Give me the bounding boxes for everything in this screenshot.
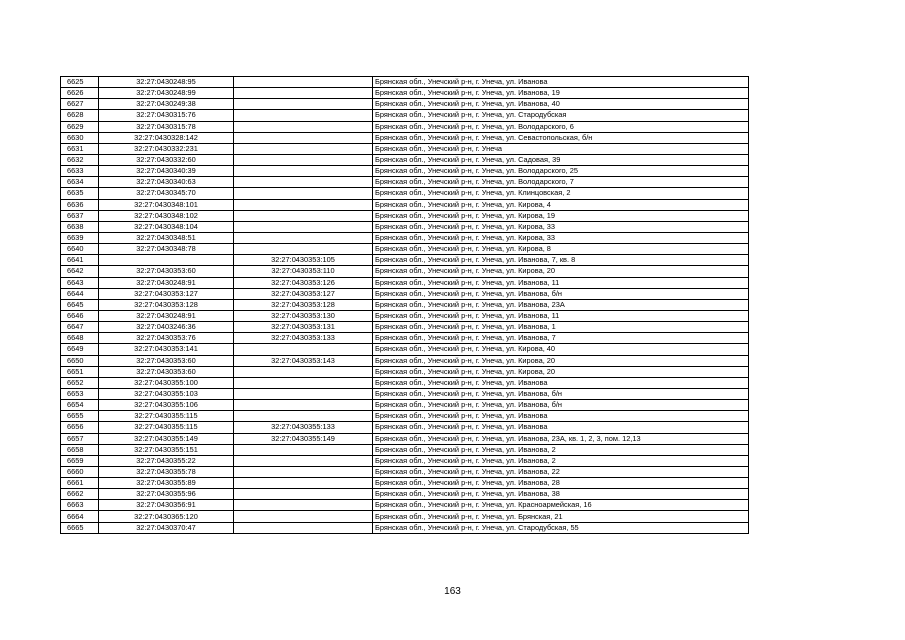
secondary-cadastral-number-cell: [234, 366, 373, 377]
row-number-cell: 6657: [61, 433, 99, 444]
table-row: [61, 143, 749, 154]
cadastral-number-cell: 32:27:0430340:63: [99, 177, 234, 188]
cadastral-number-cell: 32:27:0430340:39: [99, 166, 234, 177]
cadastral-number-cell: 32:27:0430249:38: [99, 99, 234, 110]
table-row: [61, 489, 749, 500]
address-cell: Брянская обл., Унечский р-н, г. Унеча, ул. Кирова, 4: [373, 199, 749, 210]
table-row: [61, 388, 749, 399]
row-number-cell: 6658: [61, 444, 99, 455]
table-row: [61, 232, 749, 243]
secondary-cadastral-number-cell: [234, 121, 373, 132]
page-number: 163: [444, 586, 461, 597]
address-cell: Брянская обл., Унечский р-н, г. Унеча, ул. Иванова, б/н: [373, 288, 749, 299]
table-row: [61, 177, 749, 188]
secondary-cadastral-number-cell: [234, 522, 373, 533]
secondary-cadastral-number-cell: [234, 344, 373, 355]
secondary-cadastral-number-cell: [234, 444, 373, 455]
address-cell: Брянская обл., Унечский р-н, г. Унеча, ул. Володарского, 25: [373, 166, 749, 177]
cadastral-number-cell: 32:27:0430248:91: [99, 277, 234, 288]
cadastral-number-cell: 32:27:0430353:60: [99, 355, 234, 366]
cadastral-number-cell: 32:27:0430355:78: [99, 466, 234, 477]
row-number-cell: 6640: [61, 244, 99, 255]
secondary-cadastral-number-cell: [234, 132, 373, 143]
table-row: [61, 400, 749, 411]
address-cell: Брянская обл., Унечский р-н, г. Унеча, ул. Иванова, 11: [373, 310, 749, 321]
secondary-cadastral-number-cell: [234, 166, 373, 177]
row-number-cell: 6630: [61, 132, 99, 143]
address-cell: Брянская обл., Унечский р-н, г. Унеча, ул. Иванова: [373, 77, 749, 88]
secondary-cadastral-number-cell: [234, 466, 373, 477]
address-cell: Брянская обл., Унечский р-н, г. Унеча, ул. Иванова, 38: [373, 489, 749, 500]
address-cell: Брянская обл., Унечский р-н, г. Унеча, ул. Иванова, 7, кв. 8: [373, 255, 749, 266]
secondary-cadastral-number-cell: [234, 188, 373, 199]
cadastral-number-cell: 32:27:0430332:231: [99, 143, 234, 154]
table-row: [61, 377, 749, 388]
address-cell: Брянская обл., Унечский р-н, г. Унеча, ул. Иванова, 7: [373, 333, 749, 344]
address-cell: Брянская обл., Унечский р-н, г. Унеча, ул. Иванова: [373, 377, 749, 388]
row-number-cell: 6645: [61, 299, 99, 310]
cadastral-number-cell: 32:27:0430356:91: [99, 500, 234, 511]
row-number-cell: 6636: [61, 199, 99, 210]
table-row: [61, 500, 749, 511]
cadastral-number-cell: 32:27:0430332:60: [99, 154, 234, 165]
address-cell: Брянская обл., Унечский р-н, г. Унеча, ул. Иванова, 23А: [373, 299, 749, 310]
table-row: [61, 422, 749, 433]
cadastral-number-cell: 32:27:0430348:78: [99, 244, 234, 255]
secondary-cadastral-number-cell: [234, 199, 373, 210]
row-number-cell: 6654: [61, 400, 99, 411]
row-number-cell: 6656: [61, 422, 99, 433]
secondary-cadastral-number-cell: 32:27:0430353:127: [234, 288, 373, 299]
address-cell: Брянская обл., Унечский р-н, г. Унеча, ул. Иванова, 2: [373, 444, 749, 455]
row-number-cell: 6664: [61, 511, 99, 522]
table-row: [61, 299, 749, 310]
address-cell: Брянская обл., Унечский р-н, г. Унеча, ул. Иванова, 28: [373, 478, 749, 489]
table-row: [61, 310, 749, 321]
row-number-cell: 6655: [61, 411, 99, 422]
secondary-cadastral-number-cell: 32:27:0430355:149: [234, 433, 373, 444]
row-number-cell: 6651: [61, 366, 99, 377]
row-number-cell: 6652: [61, 377, 99, 388]
secondary-cadastral-number-cell: [234, 478, 373, 489]
secondary-cadastral-number-cell: [234, 110, 373, 121]
secondary-cadastral-number-cell: [234, 400, 373, 411]
row-number-cell: 6649: [61, 344, 99, 355]
cadastral-number-cell: 32:27:0430355:103: [99, 388, 234, 399]
table-row: [61, 366, 749, 377]
table-row: [61, 110, 749, 121]
cadastral-number-cell: 32:27:0430355:151: [99, 444, 234, 455]
secondary-cadastral-number-cell: [234, 210, 373, 221]
address-cell: Брянская обл., Унечский р-н, г. Унеча, ул. Иванова, б/н: [373, 400, 749, 411]
row-number-cell: 6627: [61, 99, 99, 110]
cadastral-number-cell: [99, 255, 234, 266]
table-row: [61, 166, 749, 177]
address-cell: Брянская обл., Унечский р-н, г. Унеча, ул. Володарского, 6: [373, 121, 749, 132]
cadastral-number-cell: 32:27:0430353:127: [99, 288, 234, 299]
cadastral-number-cell: 32:27:0430353:60: [99, 366, 234, 377]
cadastral-number-cell: 32:27:0430370:47: [99, 522, 234, 533]
table-row: [61, 154, 749, 165]
secondary-cadastral-number-cell: [234, 88, 373, 99]
cadastral-number-cell: 32:27:0430355:89: [99, 478, 234, 489]
table-row: [61, 433, 749, 444]
cadastral-number-cell: 32:27:0430355:115: [99, 411, 234, 422]
address-cell: Брянская обл., Унечский р-н, г. Унеча, ул. Стародубская: [373, 110, 749, 121]
cadastral-number-cell: 32:27:0430365:120: [99, 511, 234, 522]
row-number-cell: 6633: [61, 166, 99, 177]
row-number-cell: 6635: [61, 188, 99, 199]
secondary-cadastral-number-cell: 32:27:0430353:133: [234, 333, 373, 344]
address-cell: Брянская обл., Унечский р-н, г. Унеча, ул. Красноармейская, 16: [373, 500, 749, 511]
table-row: [61, 288, 749, 299]
address-cell: Брянская обл., Унечский р-н, г. Унеча, ул. Иванова, 2: [373, 455, 749, 466]
secondary-cadastral-number-cell: [234, 455, 373, 466]
cadastral-number-cell: 32:27:0430328:142: [99, 132, 234, 143]
address-cell: Брянская обл., Унечский р-н, г. Унеча, ул. Клинцовская, 2: [373, 188, 749, 199]
registry-table-body: [61, 77, 749, 534]
registry-table: [60, 76, 749, 534]
secondary-cadastral-number-cell: 32:27:0430353:130: [234, 310, 373, 321]
secondary-cadastral-number-cell: [234, 221, 373, 232]
row-number-cell: 6659: [61, 455, 99, 466]
cadastral-number-cell: 32:27:0430315:76: [99, 110, 234, 121]
row-number-cell: 6629: [61, 121, 99, 132]
cadastral-number-cell: 32:27:0430353:128: [99, 299, 234, 310]
secondary-cadastral-number-cell: [234, 511, 373, 522]
table-row: [61, 478, 749, 489]
secondary-cadastral-number-cell: 32:27:0430353:126: [234, 277, 373, 288]
cadastral-number-cell: 32:27:0430248:91: [99, 310, 234, 321]
row-number-cell: 6644: [61, 288, 99, 299]
cadastral-number-cell: 32:27:0430348:104: [99, 221, 234, 232]
secondary-cadastral-number-cell: [234, 232, 373, 243]
secondary-cadastral-number-cell: [234, 377, 373, 388]
row-number-cell: 6646: [61, 310, 99, 321]
address-cell: Брянская обл., Унечский р-н, г. Унеча, ул. Стародубская, 55: [373, 522, 749, 533]
cadastral-number-cell: 32:27:0430353:141: [99, 344, 234, 355]
row-number-cell: 6660: [61, 466, 99, 477]
address-cell: Брянская обл., Унечский р-н, г. Унеча, ул. Иванова, 22: [373, 466, 749, 477]
cadastral-number-cell: 32:27:0430348:51: [99, 232, 234, 243]
row-number-cell: 6665: [61, 522, 99, 533]
table-row: [61, 466, 749, 477]
table-row: [61, 88, 749, 99]
address-cell: Брянская обл., Унечский р-н, г. Унеча, ул. Севастопольская, б/н: [373, 132, 749, 143]
table-row: [61, 277, 749, 288]
cadastral-number-cell: 32:27:0430348:101: [99, 199, 234, 210]
table-row: [61, 444, 749, 455]
secondary-cadastral-number-cell: [234, 388, 373, 399]
cadastral-number-cell: 32:27:0430355:106: [99, 400, 234, 411]
row-number-cell: 6638: [61, 221, 99, 232]
row-number-cell: 6631: [61, 143, 99, 154]
row-number-cell: 6634: [61, 177, 99, 188]
secondary-cadastral-number-cell: 32:27:0430353:110: [234, 266, 373, 277]
row-number-cell: 6653: [61, 388, 99, 399]
address-cell: Брянская обл., Унечский р-н, г. Унеча: [373, 143, 749, 154]
secondary-cadastral-number-cell: [234, 411, 373, 422]
row-number-cell: 6641: [61, 255, 99, 266]
cadastral-number-cell: 32:27:0430355:149: [99, 433, 234, 444]
cadastral-number-cell: 32:27:0403246:36: [99, 322, 234, 333]
table-row: [61, 455, 749, 466]
table-row: [61, 77, 749, 88]
secondary-cadastral-number-cell: [234, 244, 373, 255]
row-number-cell: 6647: [61, 322, 99, 333]
table-row: [61, 210, 749, 221]
secondary-cadastral-number-cell: [234, 489, 373, 500]
table-row: [61, 411, 749, 422]
table-row: [61, 121, 749, 132]
address-cell: Брянская обл., Унечский р-н, г. Унеча, ул. Иванова, 23А, кв. 1, 2, 3, пом. 12,13: [373, 433, 749, 444]
address-cell: Брянская обл., Унечский р-н, г. Унеча, ул. Садовая, 39: [373, 154, 749, 165]
address-cell: Брянская обл., Унечский р-н, г. Унеча, ул. Володарского, 7: [373, 177, 749, 188]
address-cell: Брянская обл., Унечский р-н, г. Унеча, ул. Кирова, 20: [373, 355, 749, 366]
cadastral-number-cell: 32:27:0430353:60: [99, 266, 234, 277]
address-cell: Брянская обл., Унечский р-н, г. Унеча, ул. Кирова, 33: [373, 232, 749, 243]
cadastral-number-cell: 32:27:0430355:100: [99, 377, 234, 388]
address-cell: Брянская обл., Унечский р-н, г. Унеча, ул. Кирова, 33: [373, 221, 749, 232]
table-row: [61, 511, 749, 522]
row-number-cell: 6643: [61, 277, 99, 288]
address-cell: Брянская обл., Унечский р-н, г. Унеча, ул. Иванова, 11: [373, 277, 749, 288]
cadastral-number-cell: 32:27:0430353:76: [99, 333, 234, 344]
cadastral-number-cell: 32:27:0430348:102: [99, 210, 234, 221]
table-row: [61, 99, 749, 110]
secondary-cadastral-number-cell: 32:27:0430353:143: [234, 355, 373, 366]
row-number-cell: 6626: [61, 88, 99, 99]
cadastral-number-cell: 32:27:0430355:22: [99, 455, 234, 466]
address-cell: Брянская обл., Унечский р-н, г. Унеча, ул. Кирова, 8: [373, 244, 749, 255]
secondary-cadastral-number-cell: [234, 143, 373, 154]
table-row: [61, 333, 749, 344]
table-row: [61, 355, 749, 366]
cadastral-number-cell: 32:27:0430315:78: [99, 121, 234, 132]
address-cell: Брянская обл., Унечский р-н, г. Унеча, ул. Кирова, 20: [373, 266, 749, 277]
table-row: [61, 266, 749, 277]
address-cell: Брянская обл., Унечский р-н, г. Унеча, ул. Иванова, 1: [373, 322, 749, 333]
table-row: [61, 244, 749, 255]
row-number-cell: 6662: [61, 489, 99, 500]
address-cell: Брянская обл., Унечский р-н, г. Унеча, ул. Иванова, 40: [373, 99, 749, 110]
row-number-cell: 6632: [61, 154, 99, 165]
address-cell: Брянская обл., Унечский р-н, г. Унеча, ул. Кирова, 19: [373, 210, 749, 221]
table-row: [61, 132, 749, 143]
table-row: [61, 188, 749, 199]
row-number-cell: 6639: [61, 232, 99, 243]
row-number-cell: 6637: [61, 210, 99, 221]
table-row: [61, 322, 749, 333]
address-cell: Брянская обл., Унечский р-н, г. Унеча, ул. Иванова: [373, 411, 749, 422]
secondary-cadastral-number-cell: 32:27:0430353:105: [234, 255, 373, 266]
cadastral-number-cell: 32:27:0430355:96: [99, 489, 234, 500]
row-number-cell: 6648: [61, 333, 99, 344]
table-row: [61, 199, 749, 210]
address-cell: Брянская обл., Унечский р-н, г. Унеча, ул. Кирова, 40: [373, 344, 749, 355]
cadastral-number-cell: 32:27:0430248:95: [99, 77, 234, 88]
cadastral-number-cell: 32:27:0430248:99: [99, 88, 234, 99]
row-number-cell: 6625: [61, 77, 99, 88]
address-cell: Брянская обл., Унечский р-н, г. Унеча, ул. Иванова, 19: [373, 88, 749, 99]
row-number-cell: 6650: [61, 355, 99, 366]
secondary-cadastral-number-cell: [234, 177, 373, 188]
secondary-cadastral-number-cell: 32:27:0430355:133: [234, 422, 373, 433]
address-cell: Брянская обл., Унечский р-н, г. Унеча, ул. Кирова, 20: [373, 366, 749, 377]
row-number-cell: 6663: [61, 500, 99, 511]
table-row: [61, 344, 749, 355]
secondary-cadastral-number-cell: [234, 500, 373, 511]
cadastral-number-cell: 32:27:0430345:70: [99, 188, 234, 199]
row-number-cell: 6628: [61, 110, 99, 121]
secondary-cadastral-number-cell: 32:27:0430353:128: [234, 299, 373, 310]
row-number-cell: 6661: [61, 478, 99, 489]
address-cell: Брянская обл., Унечский р-н, г. Унеча, ул. Иванова, б/н: [373, 388, 749, 399]
cadastral-number-cell: 32:27:0430355:115: [99, 422, 234, 433]
secondary-cadastral-number-cell: [234, 99, 373, 110]
address-cell: Брянская обл., Унечский р-н, г. Унеча, ул. Брянская, 21: [373, 511, 749, 522]
secondary-cadastral-number-cell: 32:27:0430353:131: [234, 322, 373, 333]
table-row: [61, 255, 749, 266]
table-row: [61, 522, 749, 533]
table-row: [61, 221, 749, 232]
address-cell: Брянская обл., Унечский р-н, г. Унеча, ул. Иванова: [373, 422, 749, 433]
secondary-cadastral-number-cell: [234, 77, 373, 88]
secondary-cadastral-number-cell: [234, 154, 373, 165]
row-number-cell: 6642: [61, 266, 99, 277]
